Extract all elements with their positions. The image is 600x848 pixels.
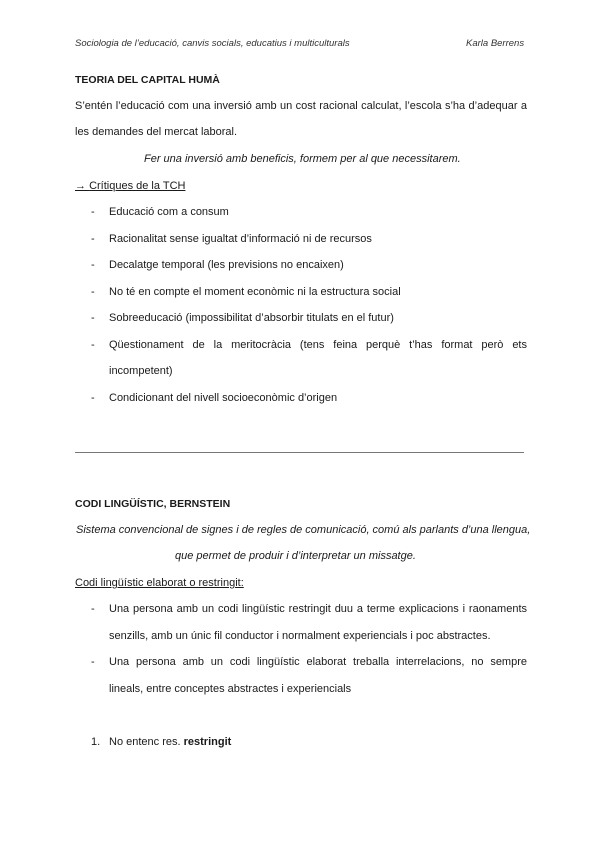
definition-line-2: que permet de produir i d’interpretar un missatge.: [175, 550, 416, 562]
critiques-label: Crítiques de la TCH: [89, 180, 186, 192]
bullet-dash: -: [91, 312, 95, 324]
italic-quote: Fer una inversió amb beneficis, formem per al que necessitarem.: [144, 153, 461, 165]
bullet-dash: -: [91, 286, 95, 298]
bullet-dash: -: [91, 233, 95, 245]
numbered-item-text: No entenc res.: [109, 736, 181, 748]
header-right: Karla Berrens: [466, 38, 525, 49]
section-title-capital-huma: TEORIA DEL CAPITAL HUMÀ: [75, 74, 220, 86]
numbered-item: [109, 736, 231, 748]
paragraph-line-2: les demandes del mercat laboral.: [75, 126, 238, 138]
list-item: No té en compte el moment econòmic ni la estructura social: [109, 286, 401, 298]
horizontal-rule: [75, 452, 524, 453]
bullet-dash: -: [91, 339, 95, 351]
critiques-heading: [75, 180, 185, 192]
list-item: Educació com a consum: [109, 206, 229, 218]
list-item: Racionalitat sense igualtat d’informació ni de recursos: [109, 233, 372, 245]
list-item: Una persona amb un codi lingüístic restringit duu a terme explicacions i raonaments: [109, 603, 527, 615]
header-left: Sociologia de l’educació, canvis socials, educatius i multiculturals: [75, 38, 350, 49]
paragraph-line-1: S’entén l’educació com una inversió amb un cost racional calculat, l’escola s’ha d’adequar a: [75, 100, 527, 112]
list-item: Una persona amb un codi lingüístic elaborat treballa interrelacions, no sempre: [109, 656, 527, 668]
bullet-dash: -: [91, 206, 95, 218]
list-item-continuation: lineals, entre conceptes abstractes i experiencials: [109, 683, 352, 695]
list-item-continuation: incompetent): [109, 365, 173, 377]
list-item: Qüestionament de la meritocràcia (tens feina perquè t’has format però ets: [109, 339, 527, 351]
bullet-dash: -: [91, 656, 95, 668]
numbered-item-bold: restringit: [183, 736, 232, 748]
numbered-item-number: 1.: [91, 736, 101, 748]
bullet-dash: -: [91, 259, 95, 271]
subheading: Codi lingüístic elaborat o restringit:: [75, 577, 244, 589]
section-title-codi-linguistic: CODI LINGÜÍSTIC, BERNSTEIN: [75, 498, 231, 510]
list-item: Sobreeducació (impossibilitat d’absorbir titulats en el futur): [109, 312, 394, 324]
list-item: Condicionant del nivell socioeconòmic d’origen: [109, 392, 338, 404]
list-item-continuation: senzills, amb un únic fil conductor i normalment experiencials i poc abstractes.: [109, 630, 491, 642]
arrow-icon: →: [75, 180, 86, 192]
bullet-dash: -: [91, 603, 95, 615]
list-item: Decalatge temporal (les previsions no encaixen): [109, 259, 344, 271]
definition-line-1: Sistema convencional de signes i de regles de comunicació, comú als parlants d’una llengua,: [76, 524, 531, 536]
bullet-dash: -: [91, 392, 95, 404]
